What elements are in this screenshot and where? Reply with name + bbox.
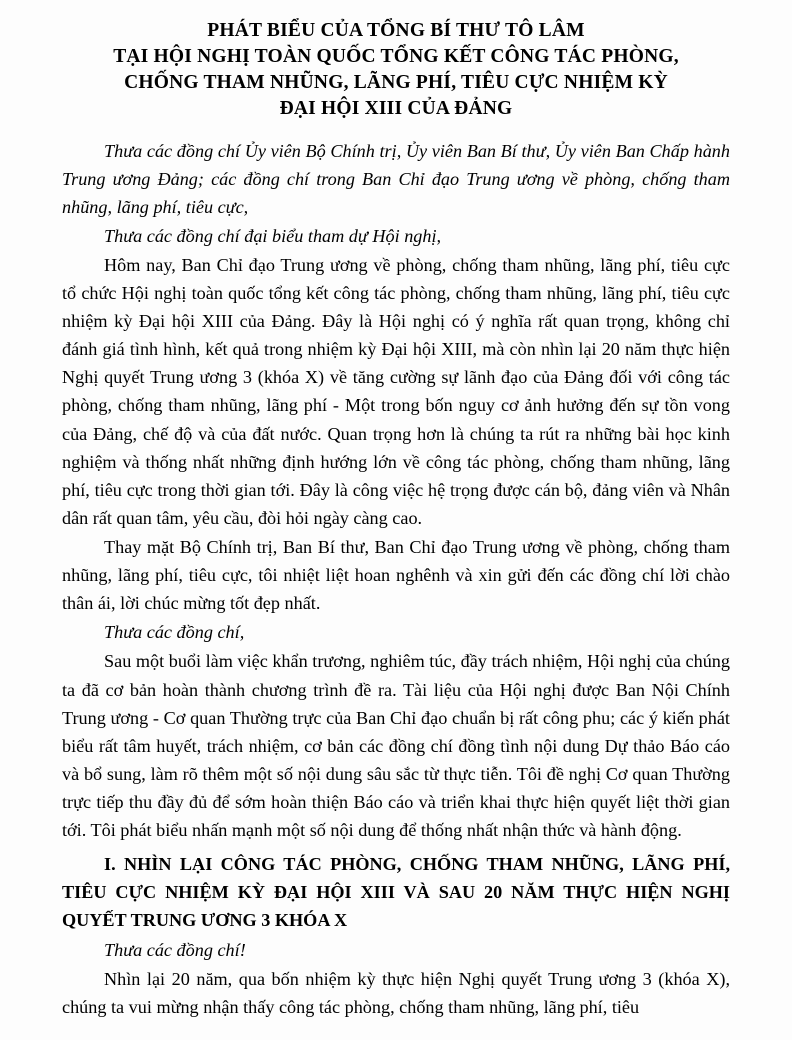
paragraph-salutation-4: Thưa các đồng chí! [104,939,246,960]
paragraph-review: Nhìn lại 20 năm, qua bốn nhiệm kỳ thực hiện Nghị quyết Trung ương 3 (khóa X), chúng ta vui mừng nhận thấy công tác phòng, chống tham nhũng, lãng phí, tiêu [62,968,730,1017]
document-title [80,18,713,123]
title-line-4: ĐẠI HỘI XIII CỦA ĐẢNG [279,98,513,120]
paragraph-opening: Hôm nay, Ban Chỉ đạo Trung ương về phòng, chống tham nhũng, lãng phí, tiêu cực tổ chức Hội nghị toàn quốc tổng kết công tác phòng, chống tham nhũng, lãng phí, tiêu cực nhiệm kỳ Đại hội XIII của Đảng. Đây là Hội nghị có ý nghĩa rất quan trọng, không chỉ đánh giá tình hình, kết quả trong nhiệm kỳ Đại hội XIII, mà còn nhìn lại 20 năm thực hiện Nghị quyết Trung ương 3 (khóa X) về tăng cường sự lãnh đạo của Đảng đối với công tác phòng, chống tham nhũng, lãng phí - Một trong bốn nguy cơ ảnh hưởng đến sự tồn vong của Đảng, chế độ và của đất nước. Quan trọng hơn là chúng ta rút ra những bài học kinh nghiệm và thống nhất những định hướng lớn về công tác phòng, chống tham nhũng, lãng phí, tiêu cực trong thời gian tới. Đây là công việc hệ trọng được cán bộ, đảng viên và Nhân dân rất quan tâm, yêu cầu, đòi hỏi ngày càng cao. [62,254,730,528]
paragraph-salutation-3: Thưa các đồng chí, [104,622,245,643]
title-line-3: CHỐNG THAM NHŨNG, LÃNG PHÍ, TIÊU CỰC NHIỆM KỲ [124,72,668,94]
title-line-2: TẠI HỘI NGHỊ TOÀN QUỐC TỔNG KẾT CÔNG TÁC PHÒNG, [113,46,679,68]
paragraph-summary: Sau một buổi làm việc khẩn trương, nghiêm túc, đầy trách nhiệm, Hội nghị của chúng ta đã cơ bản hoàn thành chương trình đề ra. Tài liệu của Hội nghị được Ban Nội Chính Trung ương - Cơ quan Thường trực của Ban Chỉ đạo chuẩn bị rất công phu; các ý kiến phát biểu rất tâm huyết, trách nhiệm, cơ bản các đồng chí đồng tình nội dung Dự thảo Báo cáo và bổ sung, làm rõ thêm một số nội dung sâu sắc từ thực tiễn. Tôi đề nghị Cơ quan Thường trực tiếp thu đầy đủ để sớm hoàn thiện Báo cáo và triển khai thực hiện quyết liệt thời gian tới. Tôi phát biểu nhấn mạnh một số nội dung để thống nhất nhận thức và hành động. [62,651,730,841]
paragraph-salutation-2: Thưa các đồng chí đại biểu tham dự Hội nghị, [104,225,442,246]
section-heading-i: I. NHÌN LẠI CÔNG TÁC PHÒNG, CHỐNG THAM NHŨNG, LÃNG PHÍ, TIÊU CỰC NHIỆM KỲ ĐẠI HỘI XIII VÀ SAU 20 NĂM THỰC HIỆN NGHỊ QUYẾT TRUNG ƯƠNG 3 KHÓA X [62,854,730,931]
paragraph-greeting: Thay mặt Bộ Chính trị, Ban Bí thư, Ban Chỉ đạo Trung ương về phòng, chống tham nhũng, lãng phí, tiêu cực, tôi nhiệt liệt hoan nghênh và xin gửi đến các đồng chí lời chào thân ái, lời chúc mừng tốt đẹp nhất. [62,537,730,614]
document-body [52,137,740,1021]
paragraph-salutation-1: Thưa các đồng chí Ủy viên Bộ Chính trị, Ủy viên Ban Bí thư, Ủy viên Ban Chấp hành Trung ương Đảng; các đồng chí trong Ban Chỉ đạo Trung ương về phòng, chống tham nhũng, lãng phí, tiêu cực, [62,140,730,217]
title-line-1: PHÁT BIỂU CỦA TỔNG BÍ THƯ TÔ LÂM [207,20,585,41]
